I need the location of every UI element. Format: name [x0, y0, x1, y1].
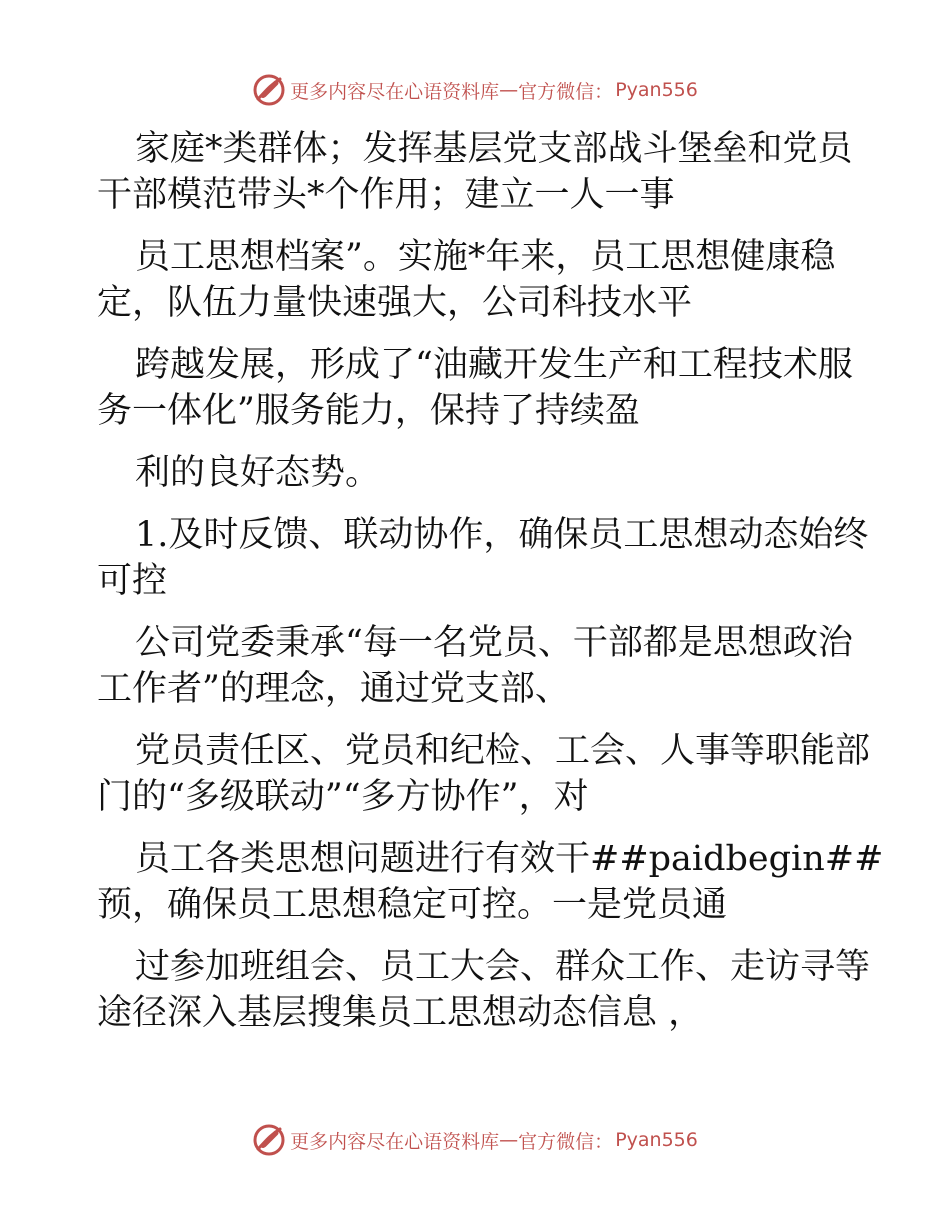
text-line: 利的良好态势。 — [135, 453, 381, 493]
banner-separator: — — [499, 79, 519, 101]
banner-text: 更多内容尽在心语资料库 — [290, 1130, 500, 1153]
paragraph — [97, 342, 867, 434]
paragraph — [97, 728, 871, 820]
text-line: 干部模范带头*个作用；建立一人一事 — [97, 175, 675, 215]
text-line: 预，确保员工思想稳定可控。一是党员通 — [97, 885, 728, 925]
banner-wechat-id: Pyan556 — [615, 1129, 698, 1151]
text-line: 跨越发展，形成了“油藏开发生产和工程技术服 — [135, 345, 853, 385]
text-line: 党员责任区、党员和纪检、工会、人事等职能部 — [135, 731, 871, 771]
paragraph — [97, 234, 867, 326]
text-line: 家庭*类群体；发挥基层党支部战斗堡垒和党员 — [135, 129, 853, 169]
banner-wechat-label: 官方微信： — [518, 80, 614, 103]
pen-circle-logo-icon — [252, 73, 286, 107]
text-line: 务一体化”服务能力，保持了持续盈 — [97, 391, 640, 431]
banner-wechat-label: 官方微信： — [518, 1130, 614, 1153]
paragraph-heading — [97, 512, 867, 604]
text-line: 定，队伍力量快速强大，公司科技水平 — [97, 283, 693, 323]
header-banner — [0, 70, 950, 110]
pen-circle-logo-icon — [252, 1123, 286, 1157]
text-line: 门的“多级联动”“多方协作”，对 — [97, 777, 589, 817]
banner-wechat-id: Pyan556 — [615, 79, 698, 101]
text-line: 途径深入基层搜集员工思想动态信息 ， — [97, 993, 704, 1033]
banner-text: 更多内容尽在心语资料库 — [290, 80, 500, 103]
banner-separator: — — [499, 1129, 519, 1151]
text-line: 公司党委秉承“每一名党员、干部都是思想政治 — [135, 623, 853, 663]
text-line: 过参加班组会、员工大会、群众工作、走访寻等 — [135, 947, 871, 987]
footer-banner — [0, 1120, 950, 1160]
text-line: 员工各类思想问题进行有效干##paidbegin## — [135, 839, 884, 879]
paragraph — [97, 620, 867, 712]
text-line: 员工思想档案”。实施*年来，员工思想健康稳 — [135, 237, 836, 277]
text-line: 1.及时反馈、联动协作，确保员工思想动态始终 — [135, 515, 869, 555]
text-line: 可控 — [97, 561, 168, 601]
paragraph — [97, 450, 867, 496]
paragraph — [97, 944, 871, 1036]
paragraph — [97, 126, 867, 218]
paragraph — [97, 836, 884, 928]
text-line: 工作者”的理念，通过党支部、 — [97, 669, 570, 709]
document-body — [97, 126, 884, 1052]
